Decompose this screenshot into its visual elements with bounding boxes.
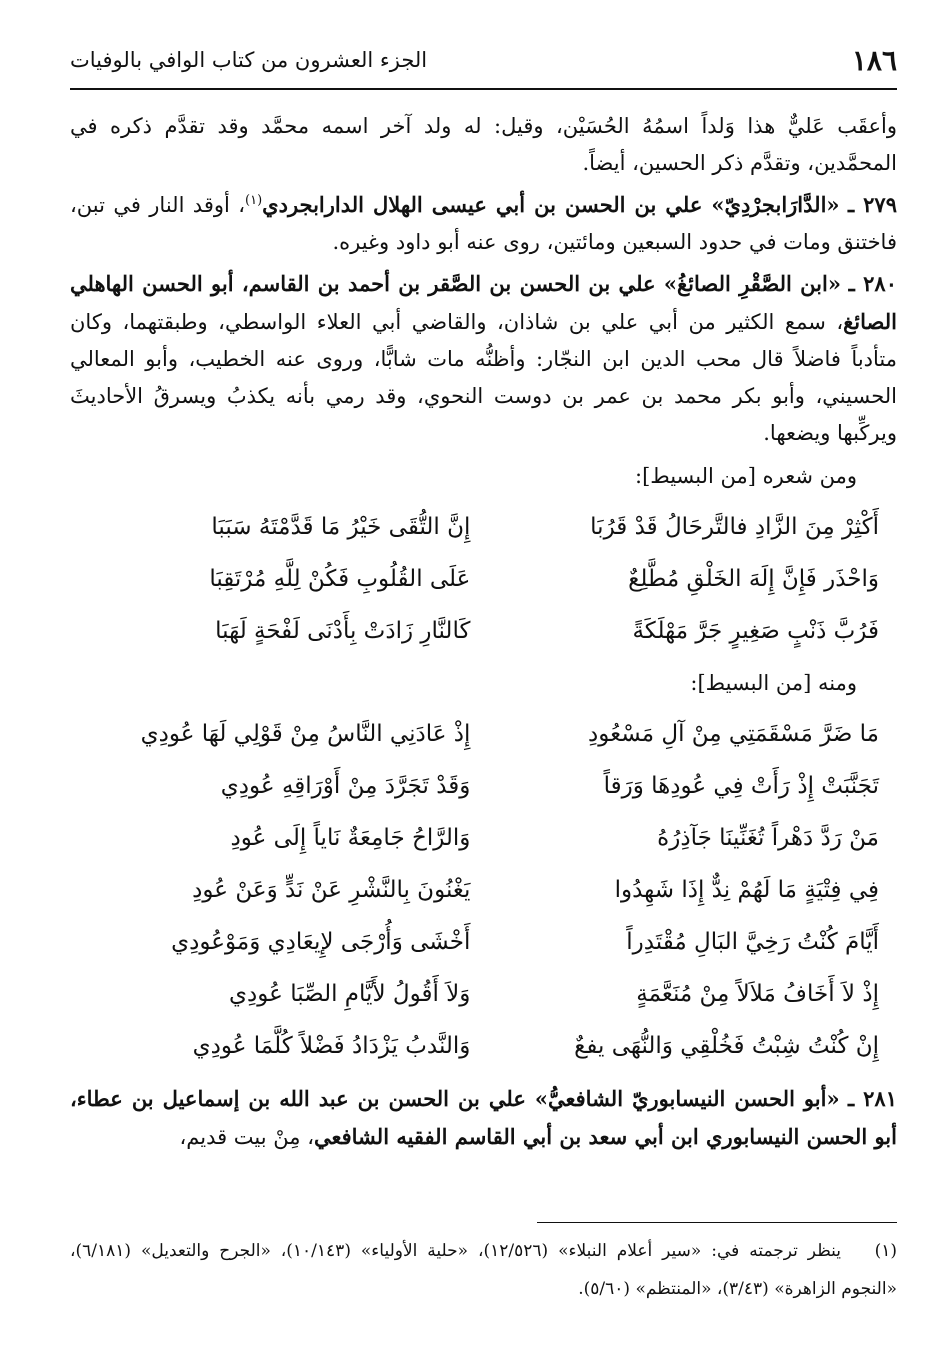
second-hemistich: عَلَى القُلُوبِ فَكُنْ لِلَّهِ مُرْتَقِبَا — [209, 565, 471, 592]
first-hemistich: تَجَنَّبَتْ إِذْ رَأَتْ فِي عُودِهَا وَرَقاً — [603, 772, 879, 799]
first-hemistich: إِنْ كُنْتُ شِبْتُ فَخُلْقِي وَالنُّهَى يفعٌ — [574, 1032, 879, 1059]
verse-line — [70, 1020, 897, 1072]
entry-title: «ابن الصَّقْرِ الصائغُ» علي بن الحسن بن الصَّقر بن أحمد بن القاسم، أبو الحسن الهاهلي الصائغ — [70, 271, 897, 334]
paragraph-continuation: وأعقَب عَليٌّ هذا وَلداً اسمُهُ الحُسَيْن، وقيل: له ولد آخر اسمه محمَّد وقد تقدَّم ذكره في المحمَّدين، وتقدَّم ذكر الحسين، أيضاً. — [70, 114, 897, 175]
verse-line — [70, 760, 897, 812]
poem-1 — [70, 501, 897, 657]
second-hemistich: إِذْ عَادَنِي النَّاسُ مِنْ قَوْلِي لَهَا عُودِي — [140, 720, 471, 747]
entry-text: ، مِنْ بيت قديم، — [179, 1125, 314, 1149]
verse-line — [70, 553, 897, 605]
entry-title: «أبو الحسن النيسابوريّ الشافعيُّ» علي بن الحسن بن عبد الله بن إسماعيل بن عطاء، أبو الحسن النيسابوري ابن أبي سعد بن أبي القاسم الفقيه الشافعي — [70, 1086, 897, 1149]
footnote-reference[interactable]: (١) — [245, 193, 263, 208]
entry-281 — [70, 1080, 897, 1156]
second-hemistich: إِنَّ التُّقَى خَيْرُ مَا قَدَّمْتَهُ سَبَبَا — [211, 513, 471, 540]
first-hemistich: وَاحْذَر فَإِنَّ إِلَهَ الخَلْقِ مُطَّلِعٌ — [628, 565, 879, 592]
first-hemistich: فَرُبَّ ذَنْبٍ صَغِيرٍ جَرَّ مَهْلَكَةً — [632, 617, 879, 644]
entry-number: ٢٨٠ ـ — [848, 271, 897, 296]
footnote-rule — [537, 1222, 897, 1223]
second-hemistich: وَالنَّدبُ يَزْدَادُ فَضْلاً كُلَّمَا عُودِي — [192, 1032, 471, 1059]
poem-2 — [70, 708, 897, 1072]
verse-line — [70, 812, 897, 864]
entry-number: ٢٨١ ـ — [847, 1086, 897, 1111]
first-hemistich: إِذْ لاَ أَخَافُ مَلاَلاً مِنْ مُنَعَّمَةٍ — [636, 980, 879, 1007]
second-hemistich: أَخْشَى وَأُرْجَى لإِيعَادِي وَمَوْعُودِي — [171, 928, 471, 955]
poem-intro: ومنه [من البسيط]: — [690, 671, 857, 695]
entry-280 — [70, 265, 897, 452]
second-hemistich: وَقَدْ تَجَرَّدَ مِنْ أَوْرَاقِهِ عُودِي — [220, 772, 471, 799]
verse-line — [70, 605, 897, 657]
first-hemistich: فِي فِتْيَةٍ مَا لَهُمْ نِدٌّ إِذَا شَهِدُوا — [614, 876, 879, 903]
entry-text: ، أوقد النار في تبن، فاختنق ومات في حدود السبعين ومائتين، روى عنه أبو داود وغيره. — [70, 193, 897, 254]
first-hemistich: أَيَّامَ كُنْتُ رَخِيَّ البَالِ مُقْتَدِراً — [626, 928, 879, 955]
footnote-text: ينظر ترجمته في: «سير أعلام النبلاء» (١٢/٥٢٦)، «حلية الأولياء» (١٠/١٤٣)، «الجرح والتعديل» (٦/١٨١)، «النجوم الزاهرة» (٣/٤٣)، «المنتظم» (٥/٦٠). — [70, 1241, 897, 1299]
first-hemistich: مَنْ رَدَّ دَهْراً تُغَنِّينَا جَآذِرُهُ — [657, 824, 879, 851]
entry-text: ، سمع الكثير من أبي علي بن شاذان، والقاضي أبي العلاء الواسطي، وطبقتهما، وكان متأدباً فاضلاً قال محب الدين ابن النجّار: وأظنُّه مات شابًّا، وروى عنه الخطيب، وأبو المعالي الحسيني، وأبو بكر محمد بن عمر بن دوست النحوي، وقد رمي بأنه يكذبُ ويسرقُ الأحاديثَ ويركِّبها ويضعها. — [70, 310, 897, 445]
second-hemistich: وَلاَ أَقُولُ لأَيَّامِ الصِّبَا عُودِي — [229, 980, 471, 1007]
footnote — [70, 1232, 897, 1308]
entry-number: ٢٧٩ ـ — [847, 192, 897, 217]
entry-279 — [70, 186, 897, 261]
header-rule — [70, 88, 897, 90]
second-hemistich: يَغْنُونَ بِالنَّشْرِ عَنْ نَدٍّ وَعَنْ عُودِ — [192, 876, 471, 903]
poem-intro: ومن شعره [من البسيط]: — [635, 464, 857, 488]
verse-line — [70, 708, 897, 760]
main-text — [70, 108, 897, 1160]
page-header — [70, 36, 897, 84]
verse-line — [70, 968, 897, 1020]
first-hemistich: أَكْثِرْ مِنَ الزَّادِ فالتَّرحَالُ قَدْ قَرُبَا — [590, 513, 879, 540]
verse-line — [70, 501, 897, 553]
page-number: ١٨٦ — [851, 43, 897, 77]
footnote-mark: (١) — [874, 1241, 897, 1261]
running-title: الجزء العشرون من كتاب الوافي بالوفيات — [70, 48, 428, 72]
verse-line — [70, 916, 897, 968]
second-hemistich: وَالرَّاحُ جَامِعَةٌ نَاياً إِلَى عُودِ — [230, 824, 471, 851]
verse-line — [70, 864, 897, 916]
first-hemistich: مَا ضَرَّ مَسْقَمَتِي مِنْ آلِ مَسْعُودِ — [588, 720, 879, 747]
entry-title: «الدَّارَابجرْدِيّ» علي بن الحسن بن أبي عيسى الهلال الدارابجردي — [262, 192, 840, 217]
second-hemistich: كَالنَّارِ زَادَتْ بِأَدْنَى لَفْحَةٍ لَهَبَا — [215, 617, 471, 644]
